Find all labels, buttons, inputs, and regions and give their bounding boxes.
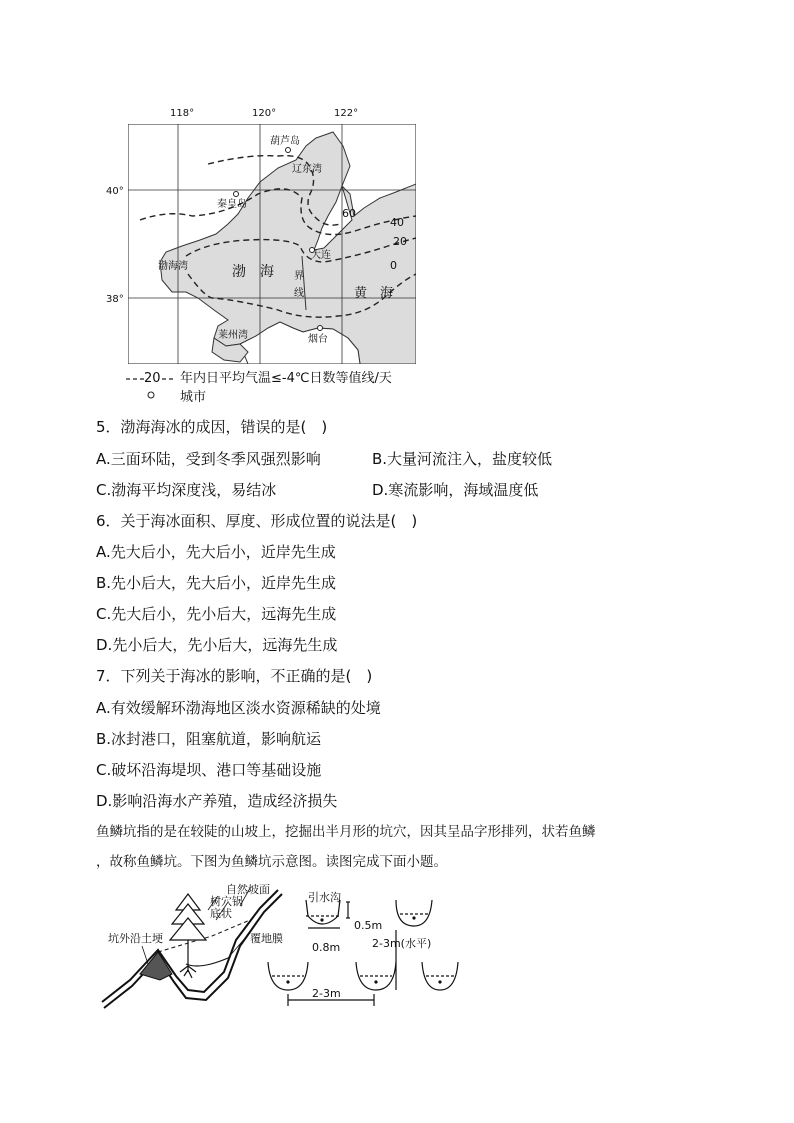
pit-top-right [396, 900, 432, 926]
natural-slope-dash [158, 920, 250, 952]
lon-label-120: 120° [252, 108, 277, 119]
option-a: A.有效缓解环渤海地区淡水资源稀缺的处境 [96, 699, 381, 717]
label-water-ditch: 引水沟 [308, 891, 341, 904]
isoline-label-60: 60 [342, 207, 356, 220]
label-dalian: 大连 [311, 250, 331, 261]
label-horizontal-spacing: 2-3m [312, 987, 341, 1000]
lat-label-40: 40° [106, 186, 124, 197]
label-bottom-shape: 底状 [210, 907, 232, 920]
label-huludao: 葫芦岛 [270, 136, 300, 147]
isoline-label-40: 40 [390, 216, 404, 229]
label-qinhuangdao: 秦皇岛 [217, 199, 247, 210]
label-bohai: 渤 海 [232, 264, 274, 280]
option-a: A.先大后小，先大后小，近岸先生成 [96, 543, 336, 561]
legend-dash-left [126, 376, 146, 382]
legend-isoline-text: 年内日平均气温≤-4℃日数等值线/天 [180, 371, 392, 386]
city-qinhuangdao [234, 192, 239, 197]
label-liaodong-bay: 辽东湾 [292, 164, 322, 175]
label-boundary: 界 线 [294, 271, 304, 299]
city-huludao [286, 148, 291, 153]
legend-city-icon [146, 390, 156, 400]
option-b: B.大量河流注入，盐度较低 [372, 450, 553, 468]
lat-label-38: 38° [106, 294, 124, 305]
label-mulch-film: 覆地膜 [250, 932, 283, 945]
label-outer-bank: 坑外沿土埂 [108, 932, 163, 945]
label-yantai: 烟台 [308, 334, 328, 345]
option-c: C.先大后小，先小后大，远海先生成 [96, 605, 337, 623]
legend-isoline-sample: 20 [144, 371, 161, 386]
question-stem: 5．渤海海冰的成因，错误的是( ) [96, 418, 328, 436]
label-laizhou-bay: 莱州湾 [218, 330, 248, 341]
lon-label-122: 122° [334, 108, 359, 119]
option-d: D.影响沿海水产养殖，造成经济损失 [96, 792, 338, 810]
lon-label-118: 118° [170, 108, 195, 119]
label-vertical-spacing: 2-3m(水平) [372, 937, 432, 950]
outer-bank-hatch [140, 952, 172, 980]
option-c: C.破坏沿海堤坝、港口等基础设施 [96, 761, 322, 779]
label-width: 0.8m [312, 941, 341, 954]
pit-layout-svg [262, 890, 462, 1010]
label-bohai-bay: 渤海湾 [158, 261, 188, 272]
legend-city-text: 城市 [180, 390, 207, 405]
city-yantai [318, 326, 323, 331]
legend-dash-right [162, 376, 176, 382]
option-c: C.渤海平均深度浅，易结冰 [96, 481, 277, 499]
question-stem: 7．下列关于海冰的影响，不正确的是( ) [96, 667, 373, 685]
mulch-line [186, 958, 228, 966]
passage-line-1: 鱼鳞坑指的是在较陡的山坡上，挖掘出半月形的坑穴，因其呈品字形排列，状若鱼鳞 [96, 824, 596, 840]
label-yellow-sea: 黄 海 [354, 286, 394, 301]
label-depth: 0.5m [354, 919, 383, 932]
label-natural-slope: 自然坡面 [226, 883, 270, 896]
map-frame [128, 124, 416, 364]
label-tree-pit-pot: 树穴锅 [210, 895, 243, 908]
passage-line-2: ，故称鱼鳞坑。下图为鱼鳞坑示意图。读图完成下面小题。 [96, 854, 447, 870]
option-d: D.寒流影响，海域温度低 [372, 481, 539, 499]
reading-passage [96, 817, 706, 877]
option-d: D.先小后大，先小后大，远海先生成 [96, 636, 338, 654]
option-b: B.先小后大，先大后小，近岸先生成 [96, 574, 337, 592]
isoline-label-0: 0 [390, 259, 397, 272]
question-stem: 6．关于海冰面积、厚度、形成位置的说法是( ) [96, 512, 418, 530]
option-a: A.三面环陆，受到冬季风强烈影响 [96, 450, 321, 468]
isoline-label-20: 20 [393, 235, 407, 248]
option-b: B.冰封港口，阻塞航道，影响航运 [96, 730, 322, 748]
